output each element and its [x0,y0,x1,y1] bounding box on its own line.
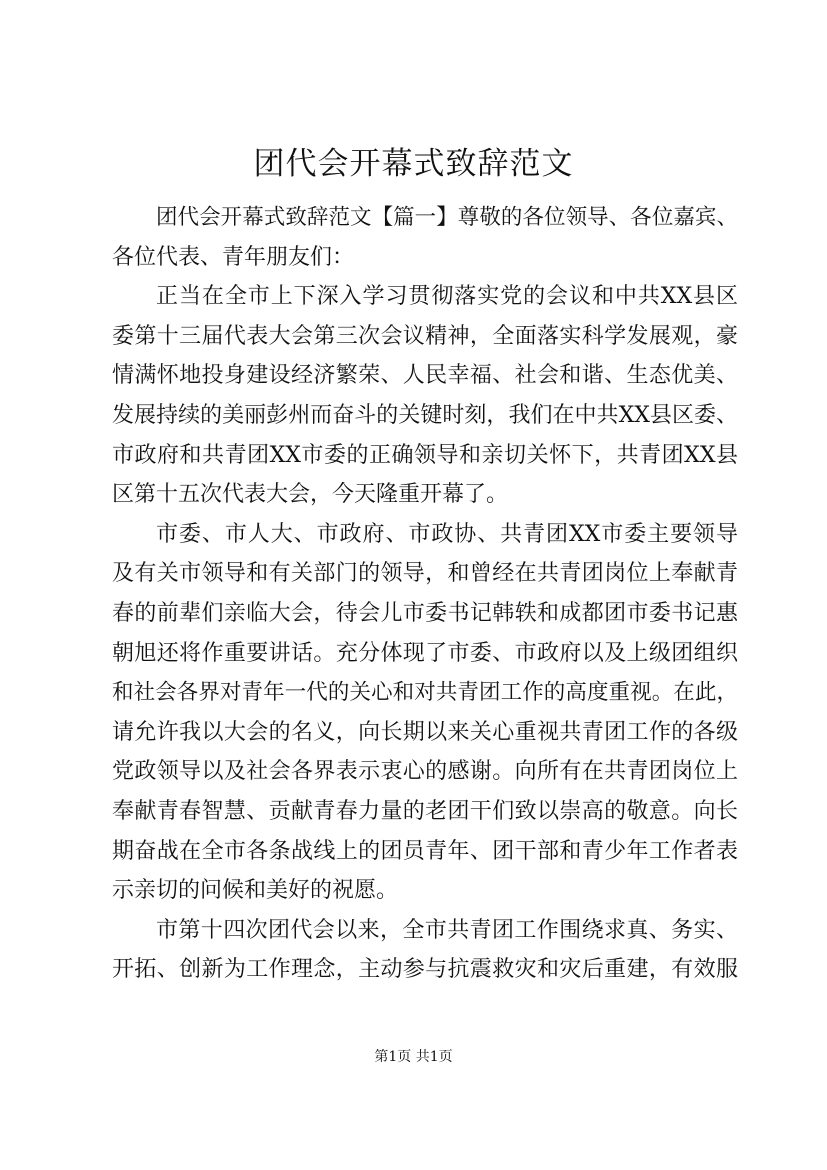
text-line: 春的前辈们亲临大会，待会儿市委书记韩轶和成都团市委书记惠 [112,600,738,626]
text-line: 奉献青春智慧、贡献青春力量的老团干们致以崇高的敬意。向长 [112,798,738,824]
text-line: 发展持续的美丽彭州而奋斗的关键时刻，我们在中共XX县区委、 [112,402,738,428]
text-line: 区第十五次代表大会，今天隆重开幕了。 [112,482,509,508]
text-line: 及有关市领导和有关部门的领导，和曾经在共青团岗位上奉献青 [112,561,738,587]
text-line: 党政领导以及社会各界表示衷心的感谢。向所有在共青团岗位上 [112,759,738,785]
text-line: 和社会各界对青年一代的关心和对共青团工作的高度重视。在此， [112,680,738,706]
text-line: 市第十四次团代会以来，全市共青团工作围绕求真、务实、 [156,917,738,943]
page-footer: 第1页 共1页 [374,1049,453,1065]
text-line: 市委、市人大、市政府、市政协、共青团XX市委主要领导 [156,521,738,547]
document-title: 团代会开幕式致辞范文 [253,146,574,182]
text-line: 情满怀地投身建设经济繁荣、人民幸福、社会和谐、生态优美、 [112,363,738,389]
text-line: 朝旭还将作重要讲话。充分体现了市委、市政府以及上级团组织 [112,640,738,666]
text-line: 正当在全市上下深入学习贯彻落实党的会议和中共XX县区 [156,284,738,310]
text-line: 团代会开幕式致辞范文【篇一】尊敬的各位领导、各位嘉宾、 [156,205,738,230]
text-line: 市政府和共青团XX市委的正确领导和亲切关怀下，共青团XX县 [112,442,738,468]
text-line: 开拓、创新为工作理念，主动参与抗震救灾和灾后重建，有效服 [112,957,738,983]
text-line: 各位代表、青年朋友们： [112,244,355,270]
text-line: 请允许我以大会的名义，向长期以来关心重视共青团工作的各级 [112,719,738,745]
text-line: 委第十三届代表大会第三次会议精神，全面落实科学发展观，豪 [112,323,738,349]
document-body [112,198,738,990]
text-line: 示亲切的问候和美好的祝愿。 [112,878,399,904]
text-line: 期奋战在全市各条战线上的团员青年、团干部和青少年工作者表 [112,838,738,864]
